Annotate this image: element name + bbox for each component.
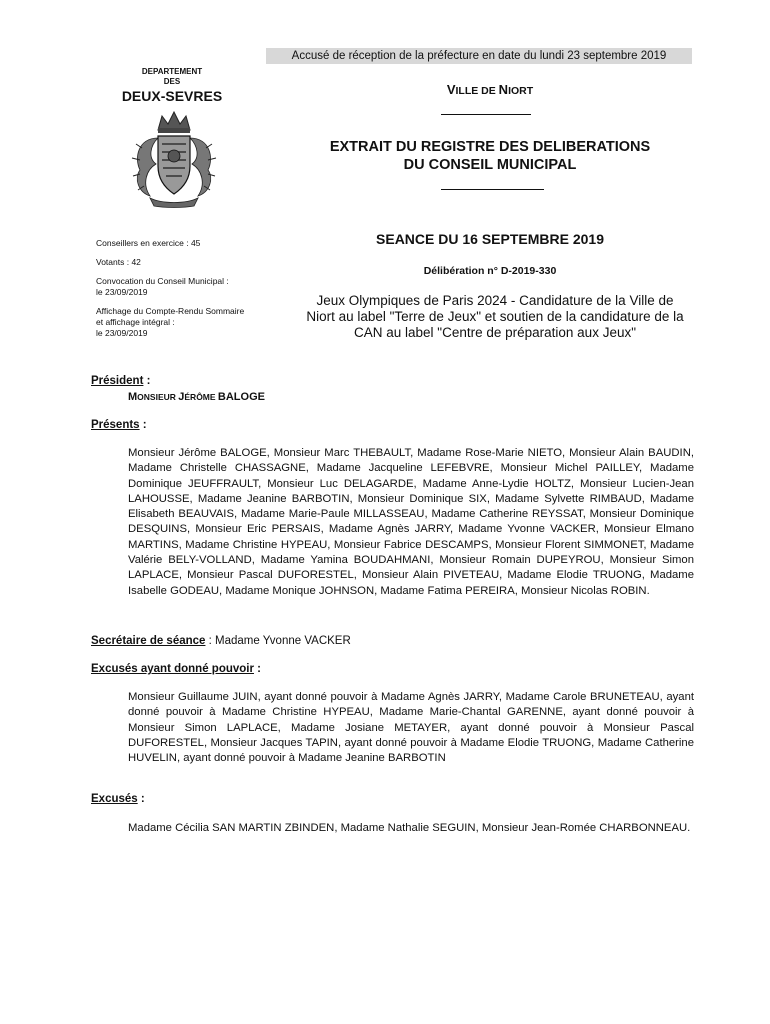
- affichage-label: Affichage du Compte-Rendu Sommaire: [96, 306, 245, 316]
- coat-of-arms-emblem: [128, 108, 220, 208]
- seance-date: SEANCE DU 16 SEPTEMBRE 2019: [376, 231, 604, 247]
- convocation-label: Convocation du Conseil Municipal :: [96, 276, 229, 286]
- excuses-pouvoir-label: Excusés ayant donné pouvoir :: [91, 663, 261, 675]
- deliberation-number: Délibération n° D-2019-330: [423, 265, 557, 277]
- divider-line: [441, 189, 544, 190]
- title-line-2: DU CONSEIL MUNICIPAL: [403, 157, 577, 173]
- presents-list: Monsieur Jérôme BALOGE, Monsieur Marc THEBAULT, Madame Rose-Marie NIETO, Monsieur Alain BAUDIN, Madame Christelle CHASSAGNE, Madame Jacqueline LEFEBVRE, Monsieur Michel PAILLEY, Madame Dominique JEUFFRAULT, Monsieur Luc DELAGARDE, Madame Anne-Lydie HOLTZ, Monsieur Lucien-Jean LAHOUSSE, Madame Jeanine BARBOTIN, Monsieur Dominique SIX, Madame Sylvette RIMBAUD, Madame Elisabeth BEAUVAIS, Madame Marie-Paule MILLASSEAU, Madame Catherine REYSSAT, Monsieur Dominique DESQUINS, Monsieur Eric PERSAIS, Madame Agnès JARRY, Madame Yvonne VACKER, Monsieur Elmano MARTINS, Madame Christine HYPEAU, Monsieur Fabrice DESCAMPS, Monsieur Florent SIMMONET, Madame Valérie BELY-VOLLAND, Madame Yamina BOUDAHMANI, Monsieur Romain DUPEYROU, Monsieur Simon LAPLACE, Monsieur Pascal DUFORESTEL, Monsieur Alain PIVETEAU, Madame Elodie TRUONG, Madame Isabelle GODEAU, Madame Monique JOHNSON, Madame Fatima PEREIRA, Monsieur Nicolas ROBIN.: [128, 447, 694, 597]
- president-name: MONSIEUR JÉRÔME BALOGE: [128, 391, 265, 403]
- convocation-date: le 23/09/2019: [96, 287, 148, 297]
- excuses-list: Madame Cécilia SAN MARTIN ZBINDEN, Madame Nathalie SEGUIN, Monsieur Jean-Romée CHARBONNEAU.: [128, 822, 691, 834]
- des-label: DES: [163, 77, 181, 86]
- departement-name: DEUX-SEVRES: [121, 88, 223, 104]
- title-line-1: EXTRAIT DU REGISTRE DES DELIBERATIONS: [329, 139, 651, 155]
- affichage-label-2: et affichage intégral :: [96, 317, 175, 327]
- presents-label: Présents :: [91, 419, 147, 431]
- excuses-pouvoir-list: Monsieur Guillaume JUIN, ayant donné pouvoir à Madame Agnès JARRY, Madame Carole BRUNETEAU, ayant donné pouvoir à Madame Christine HYPEAU, Madame Marie-Chantal GARENNE, ayant donné pouvoir à Monsieur Simon LAPLACE, Madame Josiane METAYER, ayant donné pouvoir à Monsieur Pascal DUFORESTEL, Monsieur Jacques TAPIN, ayant donné pouvoir à Madame Elodie TRUONG, Madame Catherine HUVELIN, ayant donné pouvoir à Madame Jeanine BARBOTIN: [128, 691, 694, 765]
- affichage-date: le 23/09/2019: [96, 328, 148, 338]
- secretaire-de-seance: Secrétaire de séance : Madame Yvonne VACKER: [91, 635, 351, 647]
- conseillers-en-exercice: Conseillers en exercice : 45: [96, 238, 201, 248]
- votants-count: Votants : 42: [96, 257, 141, 267]
- divider-line: [441, 114, 531, 115]
- deliberation-subject: Jeux Olympiques de Paris 2024 - Candidature de la Ville de Niort au label "Terre de Jeux" et soutien de la candidature de la CAN au label "Centre de préparation aux Jeux": [306, 293, 684, 340]
- departement-label: DEPARTEMENT: [141, 67, 203, 76]
- president-label: Président :: [91, 375, 151, 387]
- document-title: [290, 138, 690, 174]
- prefecture-receipt-banner: Accusé de réception de la préfecture en date du lundi 23 septembre 2019: [266, 48, 692, 64]
- ville-de-niort-heading: VILLE DE NIORT: [446, 82, 534, 97]
- excuses-label: Excusés :: [91, 793, 145, 805]
